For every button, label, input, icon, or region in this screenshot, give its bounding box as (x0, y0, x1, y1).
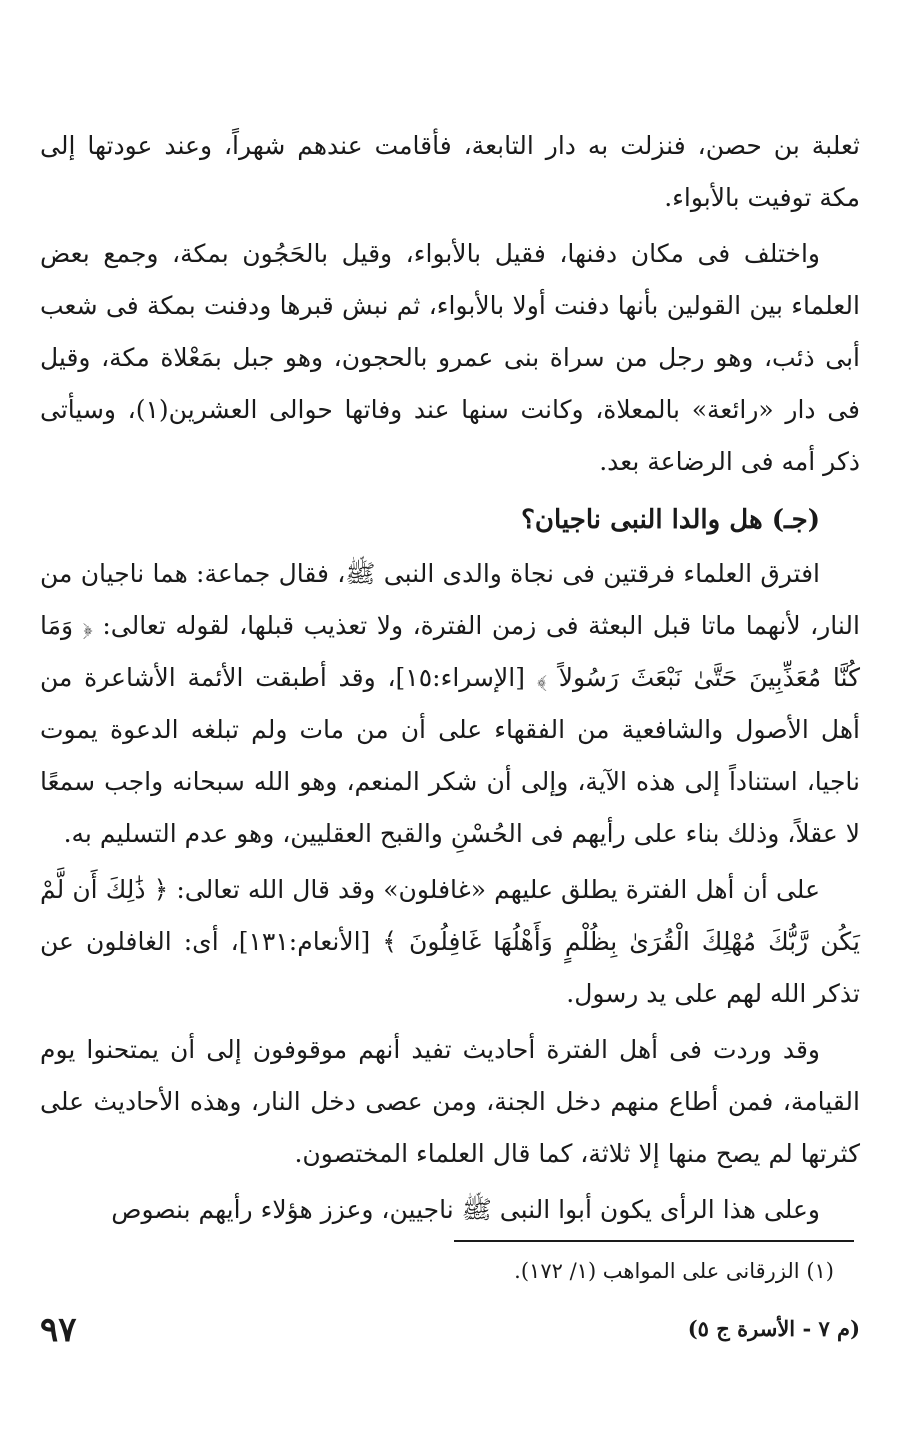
paragraph-4: على أن أهل الفترة يطلق عليهم «غافلون» وقد قال الله تعالى: ﴿ ذَٰلِكَ أَن لَّمْ يَكُن رَّبُّكَ مُهْلِكَ الْقُرَىٰ بِظُلْمٍ وَأَهْلُهَا غَافِلُونَ ﴾ [الأنعام:١٣١]، أى: الغافلون عن تذكر الله لهم على يد رسول. (40, 875, 860, 1008)
paragraph-6: وعلى هذا الرأى يكون أبوا النبى ﷺ ناجيين، وعزز هؤلاء رأيهم بنصوص (111, 1195, 820, 1224)
paragraph-2: واختلف فى مكان دفنها، فقيل بالأبواء، وقيل بالحَجُون بمكة، وجمع بعض العلماء بين القولين بأنها دفنت أولا بالأبواء، ثم نبش قبرها ودفنت بمكة فى شعب أبى ذئب، وهو رجل من سراة بنى عمرو بالحجون، وهو جبل بمَعْلاة مكة، وقيل فى دار «رائعة» بالمعلاة، وكانت سنها عند وفاتها حوالى العشرين(١)، وسيأتى ذكر أمه فى الرضاعة بعد. (40, 239, 860, 476)
paragraph-1: ثعلبة بن حصن، فنزلت به دار التابعة، فأقامت عندهم شهراً، وعند عودتها إلى مكة توفيت بالأبواء. (40, 131, 860, 212)
section-heading: (جـ) هل والدا النبى ناجيان؟ (521, 505, 820, 535)
page-footer (40, 1305, 860, 1355)
paragraph-5: وقد وردت فى أهل الفترة أحاديث تفيد أنهم موقوفون إلى أن يمتحنوا يوم القيامة، فمن أطاع منهم دخل الجنة، ومن عصى دخل النار، وهذه الأحاديث على كثرتها لم يصح منها إلا ثلاثة، كما قال العلماء المختصون. (40, 1035, 860, 1168)
footnote: (١) الزرقانى على المواهب (١/ ١٧٢). (514, 1259, 834, 1283)
page-body (40, 120, 860, 1240)
paragraph-3: افترق العلماء فرقتين فى نجاة والدى النبى ﷺ، فقال جماعة: هما ناجيان من النار، لأنهما ماتا قبل البعثة فى زمن الفترة، ولا تعذيب قبلها، لقوله تعالى: ﴿ وَمَا كُنَّا مُعَذِّبِينَ حَتَّىٰ نَبْعَثَ رَسُولاً ﴾ [الإسراء:١٥]، وقد أطبقت الأئمة الأشاعرة من أهل الأصول والشافعية من الفقهاء على أن من مات ولم تبلغه الدعوة يموت ناجيا، استناداً إلى هذه الآية، وإلى أن شكر المنعم، وهو الله سبحانه واجب سمعًا لا عقلاً، وذلك بناء على رأيهم فى الحُسْنِ والقبح العقليين، وهو عدم التسليم به. (40, 559, 860, 848)
footnote-divider (454, 1240, 854, 1242)
signature-mark: (م ٧ - الأسرة ج ٥) (687, 1316, 860, 1341)
page-number: ٩٧ (40, 1310, 77, 1350)
